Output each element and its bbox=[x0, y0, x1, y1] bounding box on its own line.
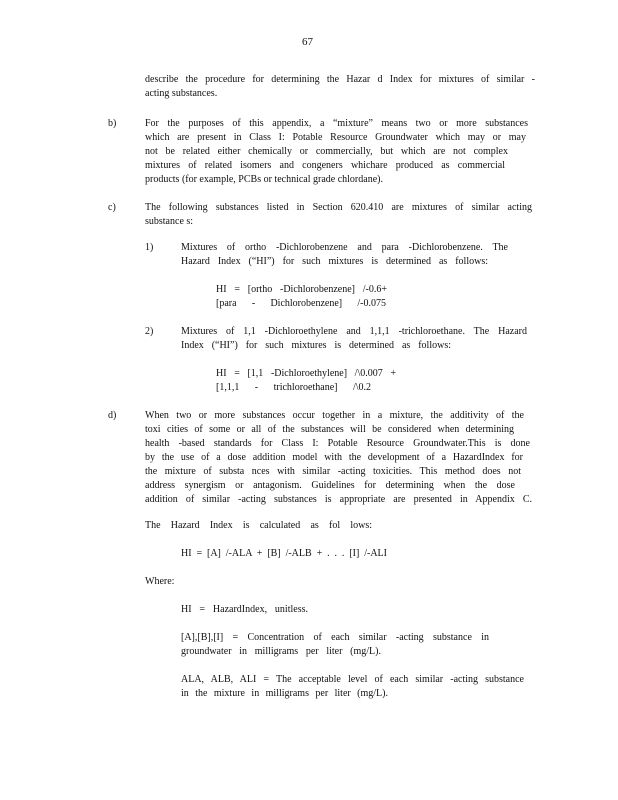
section-c-label: c) bbox=[108, 202, 116, 213]
where-label: Where: bbox=[145, 576, 175, 587]
intro-line: describe the procedure for determining the Hazar d Index for mixtures of similar - bbox=[145, 74, 535, 85]
section-b-line: which are present in Class I: Potable Resource Groundwater which may or may bbox=[145, 132, 526, 143]
formula-2-line: HI = [1,1 -Dichloroethylene] /\0.007 + bbox=[216, 368, 396, 379]
formula-2-line: [1,1,1 - trichloroethane] /\0.2 bbox=[216, 382, 371, 393]
section-d-line: the mixture of substa nces with similar -acting toxicities. This method does not bbox=[145, 466, 521, 477]
formula-1-line: [para - Dichlorobenzene] /-0.075 bbox=[216, 298, 386, 309]
definition-line: ALA, ALB, ALI = The acceptable level of each similar -acting substance bbox=[181, 674, 524, 685]
page-number: 67 bbox=[302, 36, 313, 48]
section-d-line: by the use of a dose addition model with the development of a HazardIndex for bbox=[145, 452, 523, 463]
definition-line: in the mixture in milligrams per liter (mg/L). bbox=[181, 688, 388, 699]
item-2-label: 2) bbox=[145, 326, 154, 337]
item-1-line: Mixtures of ortho -Dichlorobenzene and para -Dichlorobenzene. The bbox=[181, 242, 508, 253]
section-d-line: When two or more substances occur together in a mixture, the additivity of the bbox=[145, 410, 524, 421]
item-1-label: 1) bbox=[145, 242, 154, 253]
intro-line: acting substances. bbox=[145, 88, 218, 99]
calc-intro: The Hazard Index is calculated as fol lows: bbox=[145, 520, 372, 531]
definition-line: groundwater in milligrams per liter (mg/L). bbox=[181, 646, 381, 657]
hazard-index-formula: HI = [A] /-ALA + [B] /-ALB + . . . [I] /-ALI bbox=[181, 548, 387, 559]
section-b-line: mixtures of related isomers and congeners whichare produced as commercial bbox=[145, 160, 505, 171]
section-b-label: b) bbox=[108, 118, 117, 129]
section-c-line: The following substances listed in Section 620.410 are mixtures of similar acting bbox=[145, 202, 532, 213]
section-d-line: address synergism or antagonism. Guidelines for determining when the dose bbox=[145, 480, 515, 491]
section-d-line: toxi cities of some or all of the substances will be considered when determining bbox=[145, 424, 514, 435]
section-b-line: For the purposes of this appendix, a “mixture” means two or more substances bbox=[145, 118, 528, 129]
item-2-line: Mixtures of 1,1 -Dichloroethylene and 1,1,1 -trichloroethane. The Hazard bbox=[181, 326, 527, 337]
section-b-line: not be related either chemically or commercially, but which are not complex bbox=[145, 146, 508, 157]
item-1-line: Hazard Index (“HI”) for such mixtures is determined as follows: bbox=[181, 256, 488, 267]
definition-line: HI = HazardIndex, unitless. bbox=[181, 604, 308, 615]
section-d-line: health -based standards for Class I: Potable Resource Groundwater.This is done bbox=[145, 438, 530, 449]
section-b-line: products (for example, PCBs or technical grade chlordane). bbox=[145, 174, 383, 185]
formula-1-line: HI = [ortho -Dichlorobenzene] /-0.6+ bbox=[216, 284, 387, 295]
definition-line: [A],[B],[I] = Concentration of each similar -acting substance in bbox=[181, 632, 489, 643]
section-d-line: addition of similar -acting substances is appropriate are presented in Appendix C. bbox=[145, 494, 532, 505]
section-c-line: substance s: bbox=[145, 216, 194, 227]
item-2-line: Index (“HI”) for such mixtures is determined as follows: bbox=[181, 340, 451, 351]
section-d-label: d) bbox=[108, 410, 117, 421]
